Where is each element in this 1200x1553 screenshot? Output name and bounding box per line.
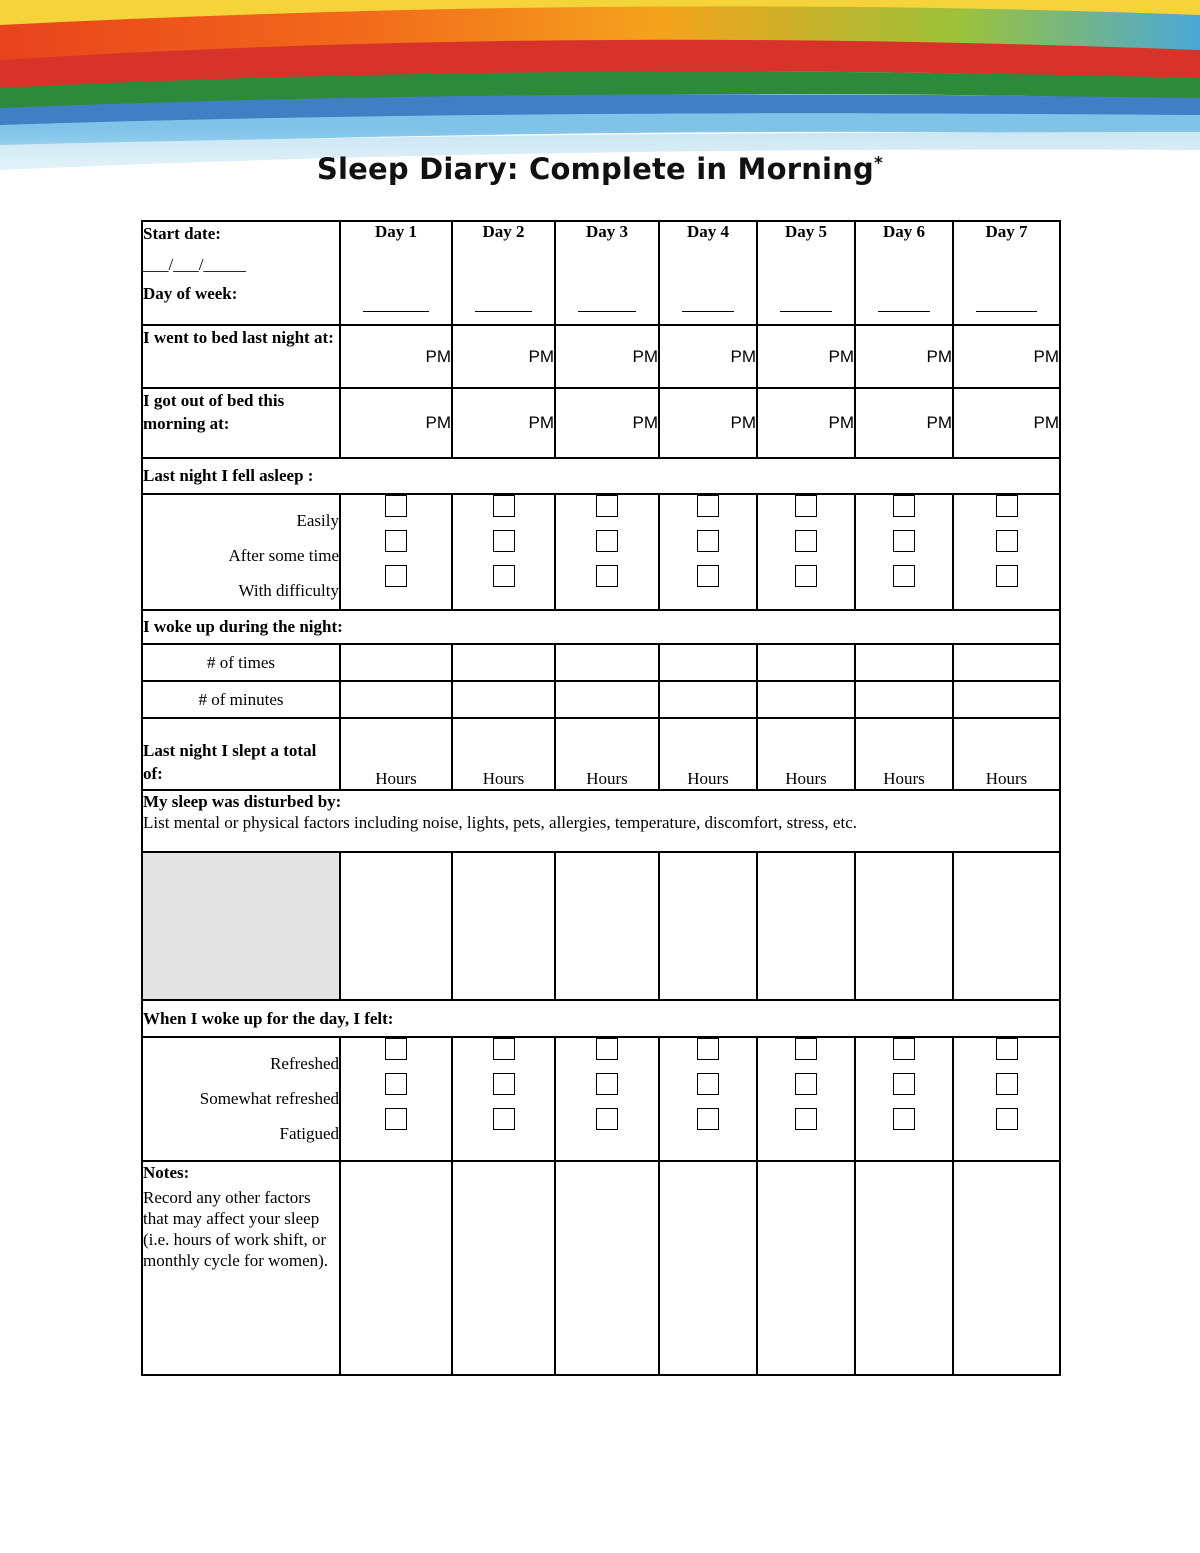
wake-time-label: I got out of bed this morning at: [142,388,340,458]
day-4-felt-checkboxes [659,1037,757,1161]
title-text: Sleep Diary: Complete in Morning [316,152,874,186]
minutes-input[interactable] [757,681,855,718]
checkbox-refreshed[interactable] [893,1038,915,1060]
checkbox-easily[interactable] [996,495,1018,517]
day-5-asleep-checkboxes [757,494,855,610]
page-title [0,152,1200,186]
disturbed-heading-row [142,790,1060,852]
minutes-input[interactable] [855,681,953,718]
hours-input[interactable]: Hours [555,718,659,790]
title-asterisk: * [873,153,884,174]
times-input[interactable] [452,644,555,681]
day-label: Day 5 [784,222,828,241]
day-1-felt-checkboxes [340,1037,452,1161]
checkbox-with-difficulty[interactable] [795,565,817,587]
day-1-asleep-checkboxes [340,494,452,610]
times-row [142,644,1060,681]
notes-input[interactable] [953,1161,1060,1375]
start-date-label: Start date: [143,224,221,243]
notes-label-cell [142,1161,340,1375]
times-input[interactable] [953,644,1060,681]
felt-options-row [142,1037,1060,1161]
sleep-diary-table [141,220,1061,1376]
checkbox-refreshed[interactable] [996,1038,1018,1060]
disturbed-input[interactable] [855,852,953,1000]
checkbox-with-difficulty[interactable] [493,565,515,587]
checkbox-easily[interactable] [893,495,915,517]
wake-time-input[interactable]: PM [452,388,555,458]
option-somewhat-refreshed: Somewhat refreshed [199,1089,339,1108]
disturbed-heading-cell [142,790,1060,852]
day-3-felt-checkboxes [555,1037,659,1161]
day-7-header[interactable] [953,221,1060,325]
slept-total-row [142,718,1060,790]
checkbox-refreshed[interactable] [385,1038,407,1060]
checkbox-refreshed[interactable] [697,1038,719,1060]
bedtime-label: I went to bed last night at: [142,325,340,388]
start-date-blank: ___/___/_____ [143,255,246,274]
checkbox-easily[interactable] [795,495,817,517]
times-input[interactable] [757,644,855,681]
felt-option-labels [142,1037,340,1161]
checkbox-somewhat-refreshed[interactable] [493,1073,515,1095]
day-7-felt-checkboxes [953,1037,1060,1161]
times-input[interactable] [340,644,452,681]
disturbed-input[interactable] [340,852,452,1000]
disturbed-subtext: List mental or physical factors including noise, lights, pets, allergies, temperature, discomfort, stress, etc. [143,813,857,832]
hours-input[interactable]: Hours [855,718,953,790]
day-of-week-line [363,311,429,312]
checkbox-after-some-time[interactable] [385,530,407,552]
day-5-felt-checkboxes [757,1037,855,1161]
option-refreshed: Refreshed [270,1054,339,1073]
option-fatigued: Fatigued [279,1124,339,1143]
felt-heading-row [142,1000,1060,1037]
checkbox-after-some-time[interactable] [493,530,515,552]
wake-time-input[interactable]: PM [659,388,757,458]
minutes-input[interactable] [953,681,1060,718]
bedtime-input[interactable]: PM [855,325,953,388]
checkbox-somewhat-refreshed[interactable] [697,1073,719,1095]
day-label: Day 4 [686,222,730,241]
felt-heading: When I woke up for the day, I felt: [142,1000,1060,1037]
day-label: Day 7 [985,222,1028,241]
day-6-felt-checkboxes [855,1037,953,1161]
checkbox-fatigued[interactable] [893,1108,915,1130]
notes-input[interactable] [659,1161,757,1375]
checkbox-with-difficulty[interactable] [596,565,618,587]
day-label: Day 3 [585,222,629,241]
notes-input[interactable] [555,1161,659,1375]
fell-asleep-option-labels [142,494,340,610]
day-3-header[interactable] [555,221,659,325]
wake-time-input[interactable]: PM [757,388,855,458]
minutes-input[interactable] [555,681,659,718]
fell-asleep-heading-row [142,458,1060,494]
hours-input[interactable]: Hours [340,718,452,790]
day-of-week-label: Day of week: [143,284,238,303]
slept-total-label: Last night I slept a total of: [142,718,340,790]
checkbox-somewhat-refreshed[interactable] [385,1073,407,1095]
day-3-asleep-checkboxes [555,494,659,610]
bedtime-input[interactable]: PM [659,325,757,388]
checkbox-fatigued[interactable] [697,1108,719,1130]
minutes-input[interactable] [659,681,757,718]
disturbed-input[interactable] [555,852,659,1000]
checkbox-after-some-time[interactable] [893,530,915,552]
notes-row [142,1161,1060,1375]
checkbox-after-some-time[interactable] [596,530,618,552]
start-date-cell[interactable] [142,221,340,325]
day-of-week-line [475,311,532,312]
times-label: # of times [142,644,340,681]
day-4-header[interactable] [659,221,757,325]
wake-time-input[interactable]: PM [555,388,659,458]
checkbox-refreshed[interactable] [596,1038,618,1060]
disturbed-input[interactable] [757,852,855,1000]
hours-input[interactable]: Hours [757,718,855,790]
times-input[interactable] [659,644,757,681]
checkbox-easily[interactable] [385,495,407,517]
grey-placeholder-cell [142,852,340,1000]
bedtime-input[interactable]: PM [452,325,555,388]
checkbox-after-some-time[interactable] [996,530,1018,552]
header-row [142,221,1060,325]
checkbox-refreshed[interactable] [493,1038,515,1060]
day-of-week-line [682,311,734,312]
checkbox-after-some-time[interactable] [795,530,817,552]
wake-time-input[interactable]: PM [340,388,452,458]
day-of-week-line [578,311,636,312]
day-of-week-line [976,311,1037,312]
hours-input[interactable]: Hours [659,718,757,790]
bedtime-input[interactable]: PM [953,325,1060,388]
bedtime-input[interactable]: PM [340,325,452,388]
checkbox-fatigued[interactable] [596,1108,618,1130]
checkbox-fatigued[interactable] [996,1108,1018,1130]
notes-input[interactable] [340,1161,452,1375]
checkbox-somewhat-refreshed[interactable] [795,1073,817,1095]
checkbox-somewhat-refreshed[interactable] [596,1073,618,1095]
day-2-felt-checkboxes [452,1037,555,1161]
wake-time-row [142,388,1060,458]
checkbox-somewhat-refreshed[interactable] [893,1073,915,1095]
minutes-label: # of minutes [142,681,340,718]
day-6-header[interactable] [855,221,953,325]
woke-heading: I woke up during the night: [142,610,1060,644]
disturbed-input[interactable] [953,852,1060,1000]
checkbox-somewhat-refreshed[interactable] [996,1073,1018,1095]
option-easily: Easily [296,511,339,530]
day-4-asleep-checkboxes [659,494,757,610]
checkbox-fatigued[interactable] [385,1108,407,1130]
notes-heading: Notes: [143,1163,190,1182]
checkbox-with-difficulty[interactable] [385,565,407,587]
day-label: Day 2 [482,222,525,241]
notes-text: Record any other factors that may affect your sleep (i.e. hours of work shift, or monthly cycle for women). [143,1188,329,1270]
checkbox-with-difficulty[interactable] [697,565,719,587]
times-input[interactable] [555,644,659,681]
notes-input[interactable] [452,1161,555,1375]
disturbed-heading: My sleep was disturbed by: [143,792,342,811]
bedtime-row [142,325,1060,388]
times-input[interactable] [855,644,953,681]
bedtime-input[interactable]: PM [757,325,855,388]
disturbed-input[interactable] [659,852,757,1000]
day-5-header[interactable] [757,221,855,325]
day-2-header[interactable] [452,221,555,325]
day-of-week-line [878,311,930,312]
checkbox-with-difficulty[interactable] [996,565,1018,587]
hours-input[interactable]: Hours [452,718,555,790]
checkbox-with-difficulty[interactable] [893,565,915,587]
day-label: Day 1 [374,222,418,241]
checkbox-easily[interactable] [697,495,719,517]
disturbed-input[interactable] [452,852,555,1000]
day-label: Day 6 [882,222,926,241]
wake-time-input[interactable]: PM [953,388,1060,458]
day-7-asleep-checkboxes [953,494,1060,610]
option-with-difficulty: With difficulty [238,581,339,600]
notes-input[interactable] [757,1161,855,1375]
minutes-row [142,681,1060,718]
checkbox-fatigued[interactable] [795,1108,817,1130]
checkbox-after-some-time[interactable] [697,530,719,552]
day-6-asleep-checkboxes [855,494,953,610]
day-of-week-line [780,311,832,312]
disturbed-entry-row [142,852,1060,1000]
hours-input[interactable]: Hours [953,718,1060,790]
bedtime-input[interactable]: PM [555,325,659,388]
checkbox-easily[interactable] [493,495,515,517]
checkbox-refreshed[interactable] [795,1038,817,1060]
checkbox-easily[interactable] [596,495,618,517]
option-after-some-time: After some time [228,546,339,565]
minutes-input[interactable] [340,681,452,718]
fell-asleep-options-row [142,494,1060,610]
checkbox-fatigued[interactable] [493,1108,515,1130]
notes-input[interactable] [855,1161,953,1375]
woke-heading-row [142,610,1060,644]
day-1-header[interactable] [340,221,452,325]
fell-asleep-heading: Last night I fell asleep : [142,458,1060,494]
minutes-input[interactable] [452,681,555,718]
day-2-asleep-checkboxes [452,494,555,610]
wake-time-input[interactable]: PM [855,388,953,458]
